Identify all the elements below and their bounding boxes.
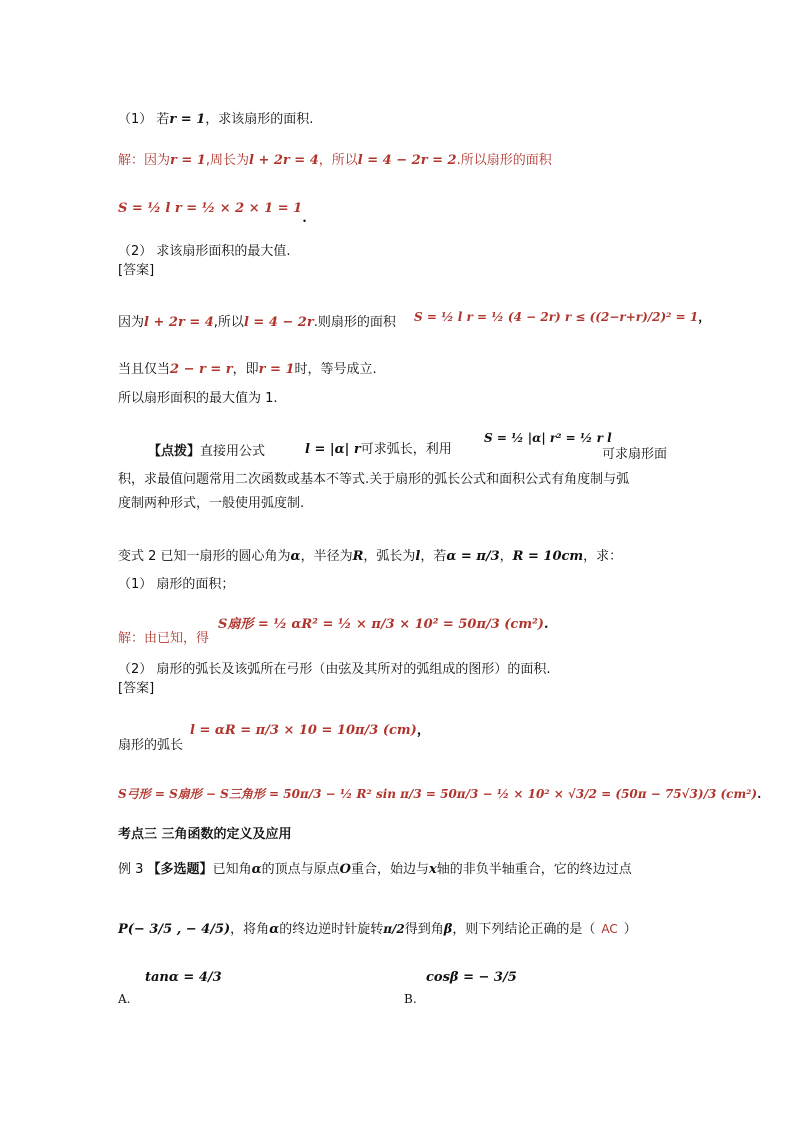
variant2-R: R (352, 549, 364, 564)
answer-label-2: [答案] (118, 681, 155, 696)
variant2-l: l (415, 549, 421, 564)
answer2-text-b: ,所以 (213, 315, 244, 330)
solution1-text-a: 解：因为 (118, 153, 171, 168)
tip-label: 【点拨】 (148, 444, 201, 459)
answer2-text-c: .则扇形的面积 (313, 315, 396, 330)
arc-length-comma: ， (416, 723, 430, 738)
tip-line-1 (148, 443, 265, 461)
answer2-area-formula: S = ½ l r = ½ (4 − 2r) r ≤ ((2−r+r)/2)² = 1 (414, 310, 699, 324)
arc-length-formula-line (190, 722, 430, 740)
variant2-alpha: α (290, 549, 301, 564)
tip-area-formula: S = ½ |α| r² = ½ r l (484, 431, 612, 445)
answer2-comma: ， (698, 310, 711, 324)
equality-line (118, 361, 377, 379)
option-a-text: tanα = 4/3 (145, 970, 222, 985)
variant2-line (118, 548, 622, 566)
max-value-line: 所以扇形面积的最大值为 1. (118, 391, 278, 406)
solution1-r: r = 1 (170, 153, 206, 168)
example3-x: x (428, 862, 437, 877)
option-a-formula (145, 969, 222, 987)
tip-text-b: 可求弧长，利用 (360, 442, 452, 457)
variant2-alpha-value: α = π/3 (446, 549, 500, 564)
solution1-text-d: .所以扇形的面积 (456, 153, 552, 168)
equality-r: r = 1 (258, 362, 295, 377)
answer2-line (118, 314, 396, 332)
equality-text-b: ，即 (232, 362, 259, 377)
example3-alpha: α (251, 862, 262, 877)
tip-text-c: 可求扇形面 (602, 447, 668, 462)
option-b-label: B. (404, 992, 417, 1006)
example3-answer: AC (601, 922, 618, 936)
example3-line-1 (118, 861, 632, 879)
answer-label-1: [答案] (118, 263, 155, 278)
answer2-text-a: 因为 (118, 315, 145, 330)
example3-text-d: 重合，始边与 (350, 862, 429, 877)
answer2-l: l = 4 − 2r (243, 315, 314, 330)
variant-solution1-formula-line (218, 616, 548, 634)
option-a-label: A. (118, 992, 131, 1006)
variant-part2: （2） 扇形的弧长及该弧所在弓形（由弦及其所对的弧组成的图形）的面积. (118, 662, 551, 677)
answer2-perimeter: l + 2r = 4 (144, 315, 214, 330)
tip-text-a: 直接用公式 (200, 444, 266, 459)
tip-arc-formula: l = |α| r (305, 442, 361, 457)
example3-point: P(− 3/5 , − 4/5) (118, 922, 231, 937)
variant2-text-a: 变式 2 已知一扇形的圆心角为 (118, 549, 291, 564)
equality-condition: 2 − r = r (170, 362, 233, 377)
part1-question-tail: ，求该扇形的面积. (205, 112, 314, 127)
example3-text-a: 例 3 (118, 862, 148, 877)
equality-text-c: 时，等号成立. (294, 362, 377, 377)
solution1-formula-line (118, 200, 307, 226)
example3-tag: 【多选题】 (147, 862, 213, 877)
example3-text-f: ，将角 (230, 922, 270, 937)
answer2-formula-line (414, 308, 710, 326)
part1-r-formula: r = 1 (169, 112, 206, 127)
variant-sector-area-formula: S扇形 = ½ αR² = ½ × π/3 × 10² = 50π/3 (cm²) (218, 617, 544, 632)
solution1-perimeter: l + 2r = 4 (249, 153, 319, 168)
variant2-R-value: R = 10cm (512, 549, 584, 564)
variant2-text-b: ，半径为 (300, 549, 353, 564)
example3-alpha-2: α (269, 922, 280, 937)
section-heading: 考点三 三角函数的定义及应用 (118, 827, 292, 842)
example3-text-e: 轴的非负半轴重合，它的终边过点 (436, 862, 632, 877)
arc-length-formula: l = αR = π/3 × 10 = 10π/3 (cm) (190, 723, 417, 738)
option-b-formula (426, 969, 517, 987)
example3-text-b: 已知角 (212, 862, 252, 877)
part2-question: （2） 求该扇形面积的最大值. (118, 244, 291, 259)
part1-question (118, 111, 313, 129)
variant-part1: （1） 扇形的面积； (118, 577, 235, 592)
example3-text-c: 的顶点与原点 (261, 862, 340, 877)
variant-solution1-text: 解：由已知，得 (118, 631, 210, 646)
example3-text-i: ，则下列结论正确的是（ (452, 922, 596, 937)
variant2-text-f: ，求： (583, 549, 623, 564)
arc-length-text: 扇形的弧长 (118, 738, 184, 753)
tip-line-2: 积，求最值问题常用二次函数或基本不等式.关于扇形的弧长公式和面积公式有角度制与弧 (118, 472, 630, 487)
example3-beta: β (443, 922, 453, 937)
variant2-text-d: ，若 (420, 549, 447, 564)
segment-area-line (118, 785, 761, 803)
variant2-text-c: ，弧长为 (363, 549, 416, 564)
variant-solution1 (118, 630, 209, 648)
part1-question-text: （1） 若 (118, 112, 170, 127)
arc-length-line (118, 737, 183, 755)
example3-text-j: ） (623, 922, 637, 937)
example3-line-2 (118, 920, 637, 939)
tip-line-3: 度制两种形式，一般使用弧度制. (118, 496, 305, 511)
segment-area-dot: . (757, 787, 762, 801)
example3-text-h: 得到角 (404, 922, 444, 937)
tip-formula1 (305, 441, 452, 459)
solution1-area-formula: S = ½ l r = ½ × 2 × 1 = 1 (118, 201, 303, 216)
solution1-text-b: ,周长为 (205, 153, 249, 168)
solution1-text-c: ，所以 (318, 153, 358, 168)
solution1-l: l = 4 − 2r = 2 (357, 153, 457, 168)
option-b-text: cosβ = − 3/5 (426, 970, 517, 985)
variant2-text-e: ， (499, 549, 513, 564)
solution1-dot: . (302, 211, 307, 226)
variant-solution1-dot: . (543, 617, 549, 632)
tip-formula2 (484, 429, 612, 448)
segment-area-formula: S弓形 = S扇形 − S三角形 = 50π/3 − ½ R² sin π/3 = 50π/3 − ½ × 10² × √3/2 = (50π − 75√3)/3 (cm²) (118, 787, 758, 801)
example3-O: O (339, 862, 351, 877)
equality-text-a: 当且仅当 (118, 362, 171, 377)
example3-text-g: 的终边逆时针旋转 (279, 922, 384, 937)
solution1-line (118, 152, 552, 170)
example3-rotation: π/2 (383, 922, 405, 936)
